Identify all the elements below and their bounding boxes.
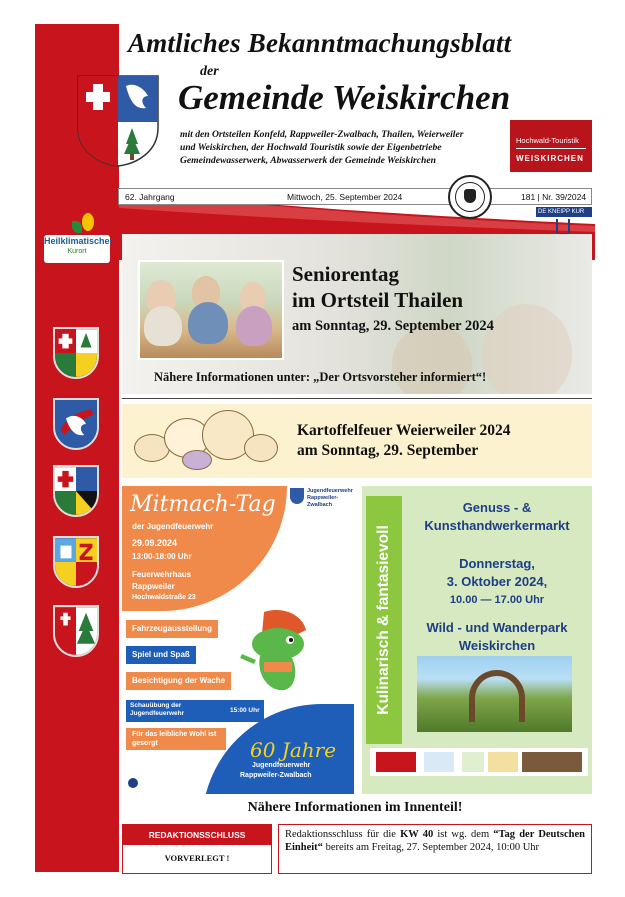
senior-date: am Sonntag, 29. September 2024 — [292, 318, 494, 334]
genussmarkt-poster — [362, 486, 592, 794]
deadline-holiday: “Tag der Deutschen Einheit“ — [285, 829, 585, 853]
anniversary-org-line1: Jugendfeuerwehr — [252, 762, 311, 769]
deadline-kw: KW 40 — [400, 829, 434, 840]
market-day: Donnerstag, — [459, 556, 535, 571]
vegetable-sketch — [182, 450, 212, 470]
kartoffelfeuer-banner — [122, 404, 592, 478]
leaf-icon — [72, 221, 82, 233]
senior-title-line1: Seniorentag — [292, 262, 399, 286]
crest-weiskirchen-icon — [53, 605, 99, 657]
poster-date: 29.09.2024 — [132, 538, 178, 548]
masthead-subtitle — [180, 128, 510, 167]
senior-title-line2: im Ortsteil Thailen — [292, 288, 464, 312]
tourism-logo-divider — [516, 148, 586, 149]
seniors-photo — [138, 260, 284, 360]
sponsor-logo-icon — [488, 752, 518, 772]
mascot-dinosaur-icon — [234, 606, 314, 696]
gate-arch — [469, 670, 525, 722]
market-place2: Weiskirchen — [458, 638, 536, 653]
klima-label-line2: Kurort — [67, 248, 87, 255]
subtitle-line: Gemeindewasserwerk, Abwasserwerk der Gemeinde Weiskirchen — [180, 155, 436, 166]
poster-subtitle: der Jugendfeuerwehr — [132, 522, 214, 531]
hochwald-touristik-logo — [510, 120, 592, 172]
klima-label — [44, 235, 114, 263]
sun-icon — [82, 213, 94, 231]
market-place1: Wild - und Wanderpark — [426, 620, 568, 635]
potato-date: am Sonntag, 29. September — [297, 442, 479, 459]
issue-date: Mittwoch, 25. September 2024 — [287, 192, 403, 202]
sponsor-logo-icon — [424, 752, 454, 772]
market-title2: Kunsthandwerkermarkt — [424, 518, 570, 533]
mitmach-tag-poster — [122, 486, 354, 794]
tourism-logo-line2: WEISKIRCHEN — [516, 154, 584, 163]
poster-title: Mitmach-Tag — [130, 492, 276, 517]
deadline-text-part: ist wg. dem — [433, 829, 494, 840]
section-divider — [122, 398, 592, 399]
masthead-der: der — [200, 64, 219, 79]
certification-seal-icon — [448, 175, 492, 219]
market-time: 10.00 — 17.00 Uhr — [449, 594, 545, 606]
anniversary-label: 60 Jahre — [250, 738, 337, 762]
sponsor-logos-strip — [370, 748, 588, 776]
crest-weierweiler-icon — [53, 536, 99, 588]
kneipp-cup-icon — [556, 219, 570, 235]
poster-street: Hochwaldstraße 23 — [132, 594, 196, 601]
crest-konfeld-icon — [53, 327, 99, 379]
sponsor-logo-icon — [462, 752, 484, 772]
wildpark-gate-photo — [417, 656, 572, 732]
feature-item: Spiel und Spaß — [126, 646, 196, 664]
deadline-status: VORVERLEGT ! — [164, 853, 230, 863]
deadline-box — [122, 824, 272, 874]
feature-item: Fahrzeugausstellung — [126, 620, 218, 638]
senior-info-text: Nähere Informationen unter: „Der Ortsvorsteher informiert“! — [154, 370, 487, 384]
poster-place2: Rappweiler — [132, 582, 175, 591]
person-figure — [188, 302, 228, 344]
issue-info-bar — [118, 188, 592, 205]
issue-number: 181 | Nr. 39/2024 — [521, 192, 587, 202]
poster-time: 13:00-18:00 Uhr — [132, 552, 192, 561]
org-name — [307, 488, 354, 509]
poster-place1: Feuerwehrhaus — [132, 570, 192, 579]
org-name-line: Jugendfeuerwehr — [307, 488, 353, 494]
market-title1: Genuss - & — [462, 500, 532, 515]
fire-crest-icon — [290, 488, 304, 504]
crest-thailen-icon — [53, 465, 99, 517]
seniorentag-banner — [122, 234, 592, 394]
volume-label: 62. Jahrgang — [125, 192, 175, 202]
deadline-text-part: bereits am Freitag, 27. September 2024, 10:00 Uhr — [322, 841, 540, 853]
anniversary-org-line2: Rappweiler-Zwalbach — [240, 772, 312, 779]
crest-rappweiler-icon — [53, 398, 99, 450]
tourism-logo-line1: Hochwald-Touristik — [516, 136, 579, 145]
subtitle-line: mit den Ortsteilen Konfeld, Rappweiler-Zwalbach, Thailen, Weierweiler — [180, 129, 464, 140]
sponsor-logo-icon — [376, 752, 416, 772]
deadline-notice — [278, 824, 592, 874]
person-figure — [236, 306, 272, 346]
market-vertical-slogan: Kulinarisch & fantasievoll — [375, 525, 392, 715]
feature-item: Für das leibliche Wohl ist gesorgt — [126, 728, 226, 750]
potato-title: Kartoffelfeuer Weierweiler 2024 — [297, 422, 511, 439]
background-figure — [482, 304, 572, 394]
feature-item: Besichtigung der Wache — [126, 672, 231, 690]
feature-item-time: 15:00 Uhr — [226, 700, 264, 722]
deadline-header: REDAKTIONSSCHLUSS — [123, 825, 271, 845]
vegetable-sketch — [244, 434, 278, 462]
coat-of-arms-icon — [74, 72, 162, 168]
jugendfeuerwehr-logo-icon — [128, 778, 138, 788]
sponsor-logo-icon — [522, 752, 582, 772]
market-date: 3. Oktober 2024, — [446, 574, 548, 589]
klima-label-line1: Heilklimatischer — [44, 236, 114, 246]
feature-item: Schauübung der Jugendfeuerwehr — [126, 700, 226, 722]
deadline-text-part: Redaktionsschluss für die — [285, 829, 401, 840]
masthead-title-line1: Amtliches Bekanntmachungsblatt — [128, 28, 512, 58]
more-info-heading: Nähere Informationen im Innenteil! — [247, 800, 463, 815]
kneipp-label: DE KNEIPP KUR — [536, 207, 592, 217]
org-name-line: Rappweiler-Zwalbach — [307, 495, 339, 508]
person-figure — [144, 306, 182, 346]
subtitle-line: und Weiskirchen, der Hochwald Touristik sowie der Eigenbetriebe — [180, 142, 442, 153]
heilklima-kurort-logo — [44, 213, 114, 263]
masthead-title-line2: Gemeinde Weiskirchen — [178, 78, 511, 117]
